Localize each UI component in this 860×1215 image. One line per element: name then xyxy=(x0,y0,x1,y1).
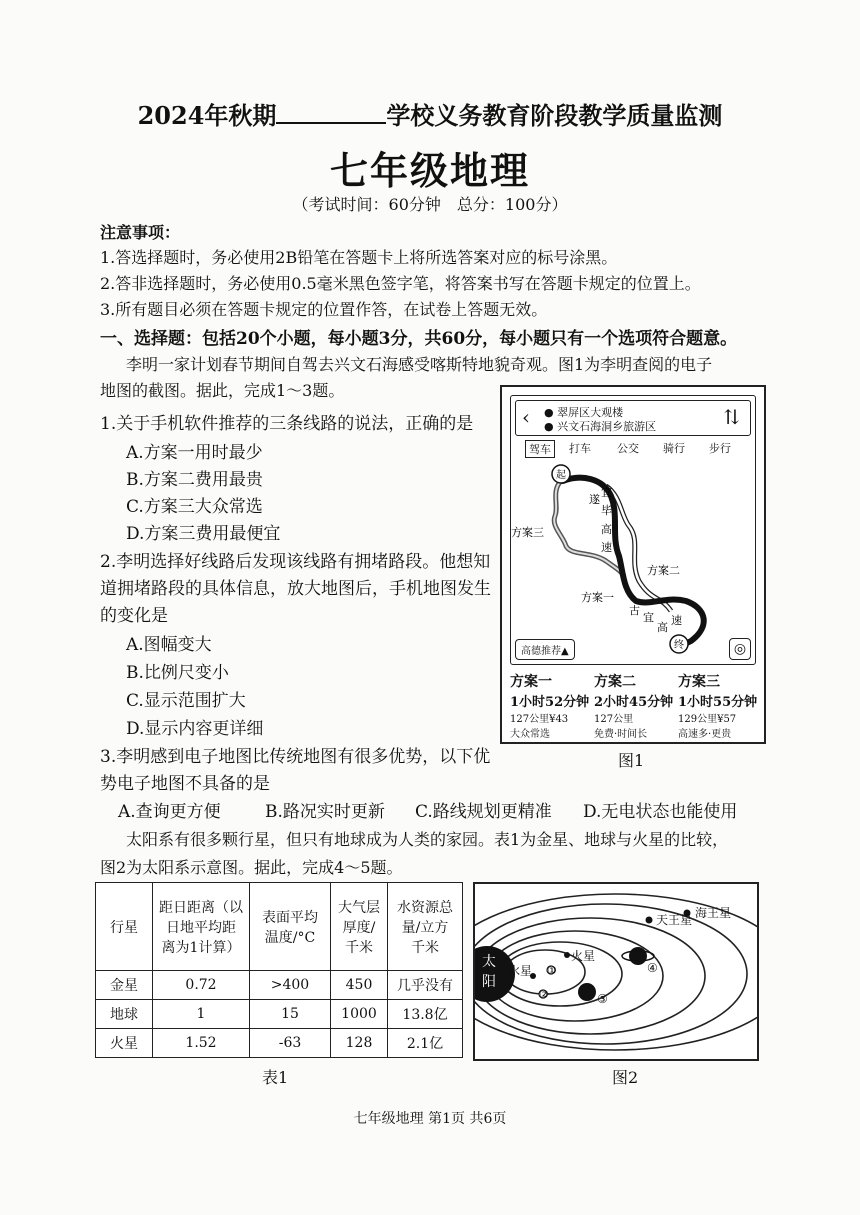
mode-drive: 驾车 xyxy=(525,440,555,458)
q2-option-a: A.图幅变大 xyxy=(126,635,212,655)
table-row: 地球 1 15 1000 13.8亿 xyxy=(96,1000,463,1029)
planet-4 xyxy=(629,947,647,965)
expressway-char: 速 xyxy=(671,614,682,627)
subject-title: 七年级地理 xyxy=(329,148,530,193)
neptune-label: 海王星 xyxy=(695,906,732,920)
expressway-char: 遂 xyxy=(589,493,600,506)
plan1-label: 方案一 xyxy=(581,591,614,604)
question-3-stem: 势电子地图不具备的是 xyxy=(100,774,270,794)
route-plan-card: 方案三 1小时55分钟 129公里¥57 高速多·更贵 xyxy=(678,674,758,740)
exam-title xyxy=(0,96,860,131)
table-header: 行星 xyxy=(96,883,153,971)
title-suffix: 学校义务教育阶段教学质量监测 xyxy=(386,101,723,130)
planet-3 xyxy=(578,983,596,1001)
intro-text: 太阳系有很多颗行星，但只有地球成为人类的家园。表1为金星、地球与火星的比较， xyxy=(126,830,729,849)
q2-option-b: B.比例尺变小 xyxy=(126,663,229,683)
table-header: 距日距离（以 日地平均距 离为1计算） xyxy=(153,883,250,971)
figure-2-caption: 图2 xyxy=(612,1068,639,1087)
swap-icon: ⇅ xyxy=(723,405,740,429)
notice-item: 2.答非选择题时，务必使用0.5毫米黑色签字笔，将答案书写在答题卡规定的位置上。 xyxy=(100,274,701,293)
route-drawing xyxy=(511,396,755,664)
mode-walk: 步行 xyxy=(709,442,731,455)
expressway-char: 高 xyxy=(657,621,668,634)
question-2-stem: 2.李明选择好线路后发现该线路有拥堵路段。他想知 xyxy=(100,552,491,572)
uranus xyxy=(646,917,653,924)
section-heading: 一、选择题：包括20个小题，每小题3分，共60分，每小题只有一个选项符合题意。 xyxy=(100,329,738,349)
expressway-char: 宜 xyxy=(601,486,612,499)
marker-3: ③ xyxy=(597,992,608,1006)
table-header-row xyxy=(96,883,463,971)
figure-1-caption: 图1 xyxy=(618,751,645,770)
q2-option-d: D.显示内容更详细 xyxy=(126,719,264,739)
plan3-label: 方案三 xyxy=(511,526,544,539)
q1-option-d: D.方案三费用最便宜 xyxy=(126,524,281,544)
table-1-caption: 表1 xyxy=(262,1068,289,1087)
marker-2: ② xyxy=(539,988,549,1001)
sun-label: 太 xyxy=(482,954,496,970)
notice-item: 3.所有题目必须在答题卡规定的位置作答，在试卷上答题无效。 xyxy=(100,300,548,319)
question-2-stem: 的变化是 xyxy=(100,606,168,626)
q3-option-a: A.查询更方便 xyxy=(118,802,221,822)
marker-1: ① xyxy=(547,964,557,977)
notice-heading: 注意事项： xyxy=(100,223,181,242)
expressway-char: 毕 xyxy=(601,504,612,517)
sun-label: 阳 xyxy=(482,974,496,990)
intro-text: 图2为太阳系示意图。据此，完成4～5题。 xyxy=(100,858,403,877)
table-1 xyxy=(95,882,463,1058)
figure-2-solar-system xyxy=(473,882,759,1061)
table-header: 大气层 厚度/ 千米 xyxy=(331,883,388,971)
marker-4: ④ xyxy=(647,961,658,975)
mars-label: 火星 xyxy=(571,949,596,963)
table-header: 表面平均 温度/°C xyxy=(250,883,331,971)
q3-option-b: B.路况实时更新 xyxy=(265,802,385,822)
route-to: ● 兴文石海洞乡旅游区 xyxy=(544,420,657,433)
intro-text: 地图的截图。据此，完成1～3题。 xyxy=(100,381,345,400)
q3-option-c: C.路线规划更精准 xyxy=(415,802,552,822)
question-1-stem: 1.关于手机软件推荐的三条线路的说法，正确的是 xyxy=(100,414,474,434)
q1-option-a: A.方案一用时最少 xyxy=(126,443,263,463)
q2-option-c: C.显示范围扩大 xyxy=(126,691,246,711)
expressway-char: 古 xyxy=(629,604,640,617)
uranus-label: 天王星 xyxy=(656,913,693,927)
start-label: 起 xyxy=(556,470,566,481)
intro-text: 李明一家计划春节期间自驾去兴文石海感受喀斯特地貌奇观。图1为李明查阅的电子 xyxy=(126,355,713,374)
solar-system-drawing xyxy=(475,884,757,1059)
locate-icon: ◎ xyxy=(729,638,751,660)
mars xyxy=(564,952,570,958)
route-plan-card: 方案二 2小时45分钟 127公里 免费·时间长 xyxy=(594,674,674,740)
q3-option-d: D.无电状态也能使用 xyxy=(583,802,738,822)
school-blank xyxy=(276,102,386,124)
exam-info: （考试时间：60分钟 总分：100分） xyxy=(292,195,568,214)
q1-option-b: B.方案二费用最贵 xyxy=(126,470,263,490)
mercury-label: 水星 xyxy=(508,964,533,978)
question-3-stem: 3.李明感到电子地图比传统地图有很多优势，以下优 xyxy=(100,747,491,767)
expressway-char: 速 xyxy=(601,541,612,554)
route-plan-card: 方案一 1小时52分钟 127公里¥43 大众常选 xyxy=(510,674,590,740)
end-label: 终 xyxy=(674,640,684,651)
table-row: 金星 0.72 >400 450 几乎没有 xyxy=(96,971,463,1000)
recommend-button: 高德推荐▲ xyxy=(515,639,575,660)
table-row: 火星 1.52 -63 128 2.1亿 xyxy=(96,1029,463,1058)
q1-option-c: C.方案三大众常选 xyxy=(126,497,263,517)
question-2-stem: 道拥堵路段的具体信息，放大地图后，手机地图发生 xyxy=(100,579,491,599)
back-icon: ‹ xyxy=(522,405,530,429)
expressway-char: 高 xyxy=(601,523,612,536)
route-from: ● 翠屏区大观楼 xyxy=(544,406,624,419)
title-prefix: 2024年秋期 xyxy=(137,101,277,130)
table-header: 水资源总 量/立方 千米 xyxy=(388,883,463,971)
mode-bus: 公交 xyxy=(617,442,639,455)
expressway-char: 宜 xyxy=(643,611,654,624)
figure-1-map xyxy=(500,385,766,744)
map-screen xyxy=(510,395,756,665)
page-footer: 七年级地理 第1页 共6页 xyxy=(353,1111,507,1127)
mode-taxi: 打车 xyxy=(569,442,591,455)
plan2-label: 方案二 xyxy=(647,564,680,577)
notice-item: 1.答选择题时，务必使用2B铅笔在答题卡上将所选答案对应的标号涂黑。 xyxy=(100,248,618,267)
mode-bike: 骑行 xyxy=(663,442,685,455)
